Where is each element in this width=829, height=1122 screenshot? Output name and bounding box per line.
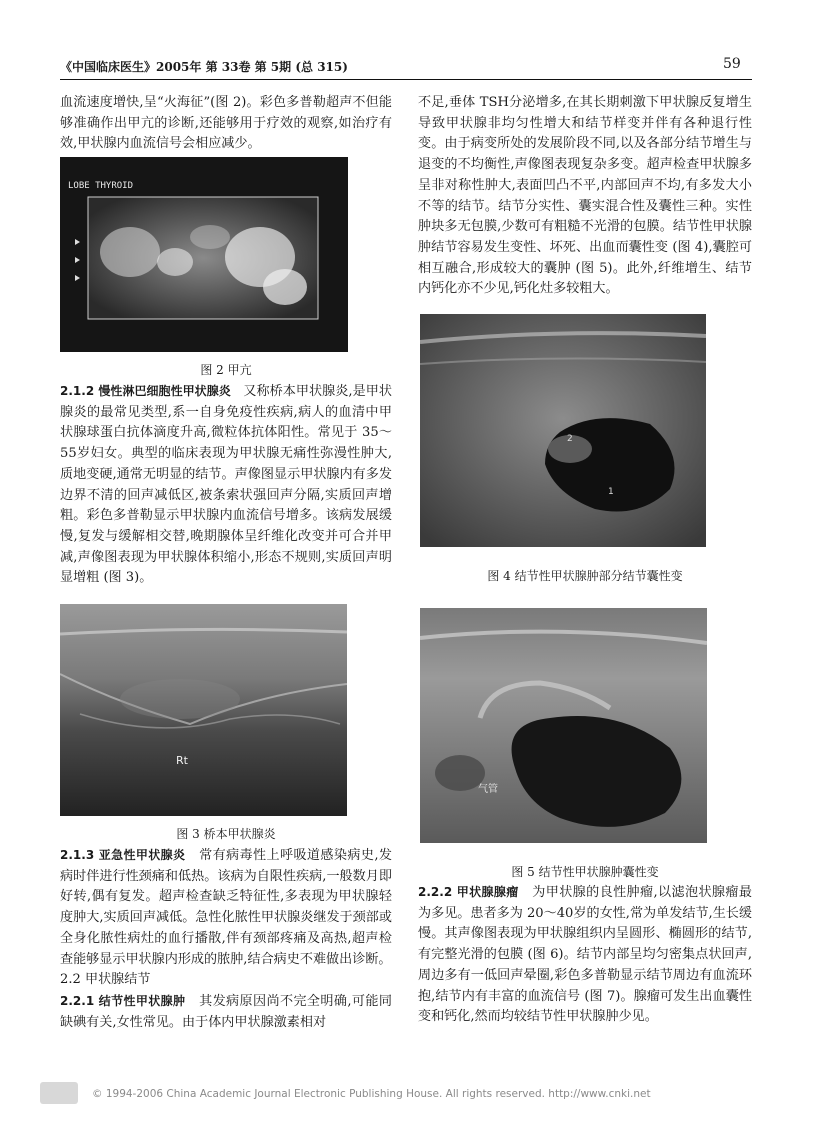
section-heading: 2.1.3 亚急性甲状腺炎 [60, 848, 186, 862]
figure-5-image [420, 608, 707, 843]
figure-3-ultrasound [60, 604, 347, 816]
section-text: 其发病原因尚不完全明确,可能同缺碘有关,女性常见。由于体内甲状腺激素相对 [60, 993, 392, 1030]
figure-4-marker-1: 1 [608, 487, 614, 497]
right-col-paragraph-1 [418, 93, 752, 300]
figure-3-caption: 图 3 桥本甲状腺炎 [176, 827, 276, 841]
journal-header: 《中国临床医生》2005年 第 33卷 第 5期 (总 315) [60, 60, 348, 74]
figure-5-caption: 图 5 结节性甲状腺肿囊性变 [511, 865, 659, 879]
header-rule [60, 79, 752, 80]
figure-4-image [420, 314, 706, 547]
section-text: 又称桥本甲状腺炎,是甲状腺炎的最常见类型,系一自身免疫性疾病,病人的血清中甲状腺球蛋白抗体滴度升高,微粒体抗体阳性。常见于 35～55岁妇女。典型的临床表现为甲状腺无痛性弥漫性肿大,质地变硬,通常无明显的结节。声像图显示甲状腺内有多发边界不清的回声减低区,被条索状强回声分隔,实质回声增粗。彩色多普勒显示甲状腺内血流信号增多。该病发展缓慢,复发与缓解相交替,晚期腺体呈纤维化改变并可合并甲减,声像图表现为甲状腺体积缩小,形态不规则,实质回声明显增粗 (图 3)。 [60, 384, 392, 586]
section-heading: 2.1.2 慢性淋巴细胞性甲状腺炎 [60, 384, 231, 398]
section-2-1-2 [60, 381, 392, 589]
paragraph-text: 不足,垂体 TSH分泌增多,在其长期刺激下甲状腺反复增生导致甲状腺非均匀性增大和结节样变并伴有各种退行性变。由于病变所处的发展阶段不同,以及各部分结节增生与退变的不均衡性,声像图表现复杂多变。超声检查甲状腺多呈非对称性肿大,表面凹凸不平,内部回声不均,有多发大小不等的结节。结节分实性、囊实混合性及囊性三种。实性肿块多无包膜,少数可有粗糙不光滑的包膜。结节性甲状腺肿结节容易发生变性、坏死、出血而囊性变 (图 4),囊腔可相互融合,形成较大的囊肿 (图 5)。此外,纤维增生、结节内钙化亦不少见,钙化灶多较粗大。 [418, 95, 752, 297]
section-heading: 2.2.1 结节性甲状腺肿 [60, 993, 186, 1008]
section-heading: 2.2.2 甲状腺腺瘤 [418, 885, 519, 899]
page-number: 59 [723, 56, 741, 72]
figure-2-ultrasound [60, 157, 348, 352]
figure-3-image [60, 604, 347, 816]
section-2-2-heading: 2.2 甲状腺结节 [60, 972, 151, 988]
section-2-1-3 [60, 845, 392, 1033]
paragraph-text: 血流速度增快,呈“火海征”(图 2)。彩色多普勒超声不但能够准确作出甲亢的诊断,还能够用于疗效的观察,如治疗有效,甲状腺内血流信号会相应减少。 [60, 95, 392, 152]
section-text: 为甲状腺的良性肿瘤,以滤泡状腺瘤最为多见。患者多为 20～40岁的女性,常为单发结节,生长缓慢。其声像图表现为甲状腺组织内呈圆形、椭圆形的结节,有完整光滑的包膜 (图 6)。结节内部呈均匀密集点状回声,周边多有一低回声晕圈,彩色多普勒显示结节周边有血流环抱,结节内有丰富的血流信号 (图 7)。腺瘤可发生出血囊性变和钙化,然而均较结节性甲状腺肿少见。 [418, 885, 752, 1025]
figure-2-label: LOBE THYROID [68, 181, 134, 191]
figure-5-ultrasound [420, 608, 707, 843]
figure-4-marker-2: 2 [567, 434, 573, 444]
section-2-2-2 [418, 882, 752, 1028]
publisher-logo [40, 1082, 78, 1104]
section-text: 常有病毒性上呼吸道感染病史,发病时伴进行性颈痛和低热。该病为自限性疾病,一般数月即好转,偶有复发。超声检查缺乏特征性,多表现为甲状腺轻度肿大,实质回声减低。急性化脓性甲状腺炎继发于颈部或全身化脓性病灶的血行播散,伴有颈部疼痛及高热,超声检查能够显示甲状腺内形成的脓肿,结合病史不难做出诊断。 [60, 848, 392, 967]
copyright-footer: © 1994-2006 China Academic Journal Electronic Publishing House. All rights reserved. http://www.cnki.net [92, 1088, 651, 1100]
left-col-paragraph-1 [60, 93, 392, 155]
figure-4-ultrasound [420, 314, 706, 547]
figure-2-caption: 图 2 甲亢 [200, 363, 252, 377]
figure-5-label: 气管 [478, 784, 498, 795]
figure-3-label: Rt [176, 754, 188, 767]
figure-4-caption: 图 4 结节性甲状腺肿部分结节囊性变 [487, 569, 683, 583]
